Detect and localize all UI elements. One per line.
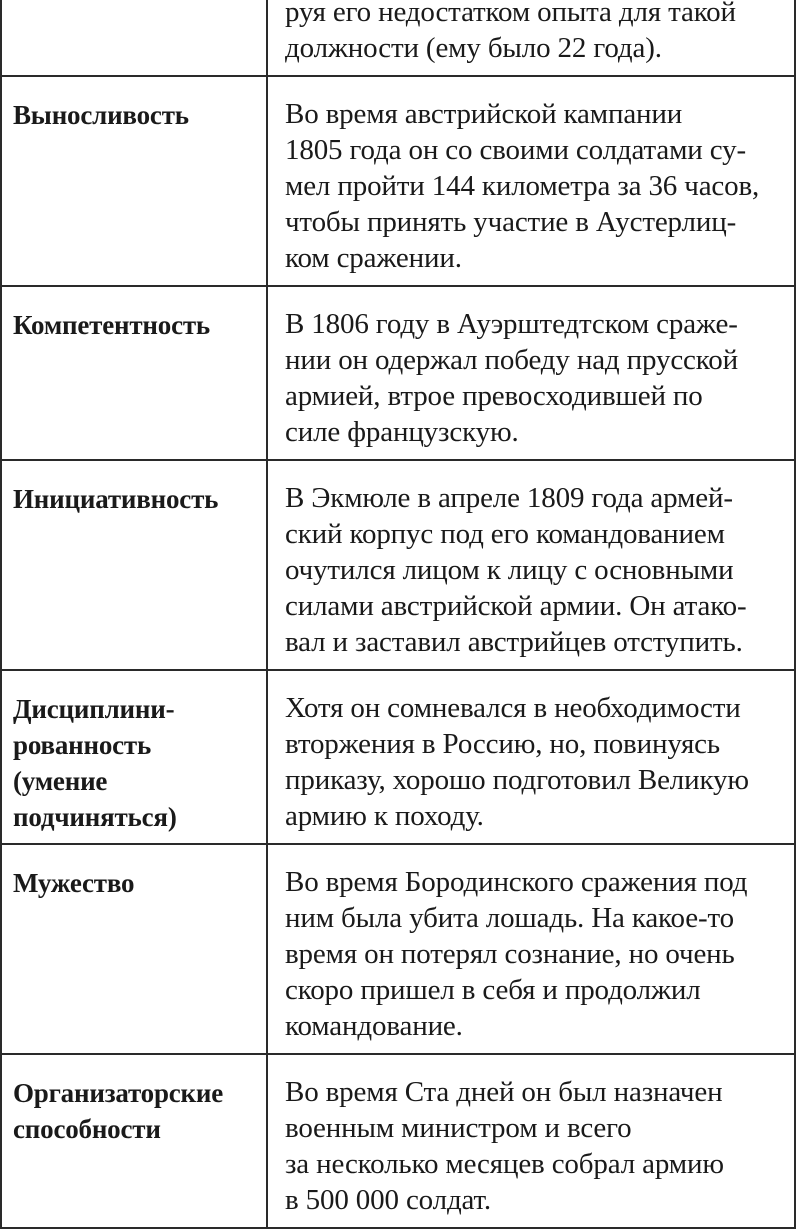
trait-cell [1, 0, 267, 76]
table-row [1, 286, 795, 460]
table-row [1, 76, 795, 286]
trait-cell: Мужество [1, 844, 267, 1054]
description-cell: Во время австрийской кампании 1805 года он со своими солдатами су- мел пройти 144 километра за 36 часов, чтобы принять участие в Аустерлиц- ком сражении. [267, 76, 795, 286]
trait-cell: Инициативность [1, 460, 267, 670]
table-row [1, 0, 795, 76]
description-cell: В Экмюле в апреле 1809 года армей- ский корпус под его командованием очутился лицом к лицу с основными силами австрийской армии. Он атако- вал и заставил австрийцев отступить. [267, 460, 795, 670]
trait-cell: Организаторские способности [1, 1054, 267, 1228]
trait-cell: Компетентность [1, 286, 267, 460]
description-cell: В 1806 году в Ауэрштедтском сраже- нии он одержал победу над прусской армией, втрое превосходившей по силе французскую. [267, 286, 795, 460]
table-row [1, 844, 795, 1054]
description-cell: Хотя он сомневался в необходимости вторжения в Россию, но, повинуясь приказу, хорошо подготовил Великую армию к походу. [267, 670, 795, 844]
table-row [1, 670, 795, 844]
table-row [1, 460, 795, 670]
description-cell: Во время Бородинского сражения под ним была убита лошадь. На какое-то время он потерял сознание, но очень скоро пришел в себя и продолжил командование. [267, 844, 795, 1054]
trait-cell: Выносливость [1, 76, 267, 286]
table-row [1, 1054, 795, 1228]
description-cell: руя его недостатком опыта для такой должности (ему было 22 года). [267, 0, 795, 76]
description-cell: Во время Ста дней он был назначен военным министром и всего за несколько месяцев собрал армию в 500 000 солдат. [267, 1054, 795, 1228]
trait-cell: Дисциплини- рованность (умение подчиняться) [1, 670, 267, 844]
